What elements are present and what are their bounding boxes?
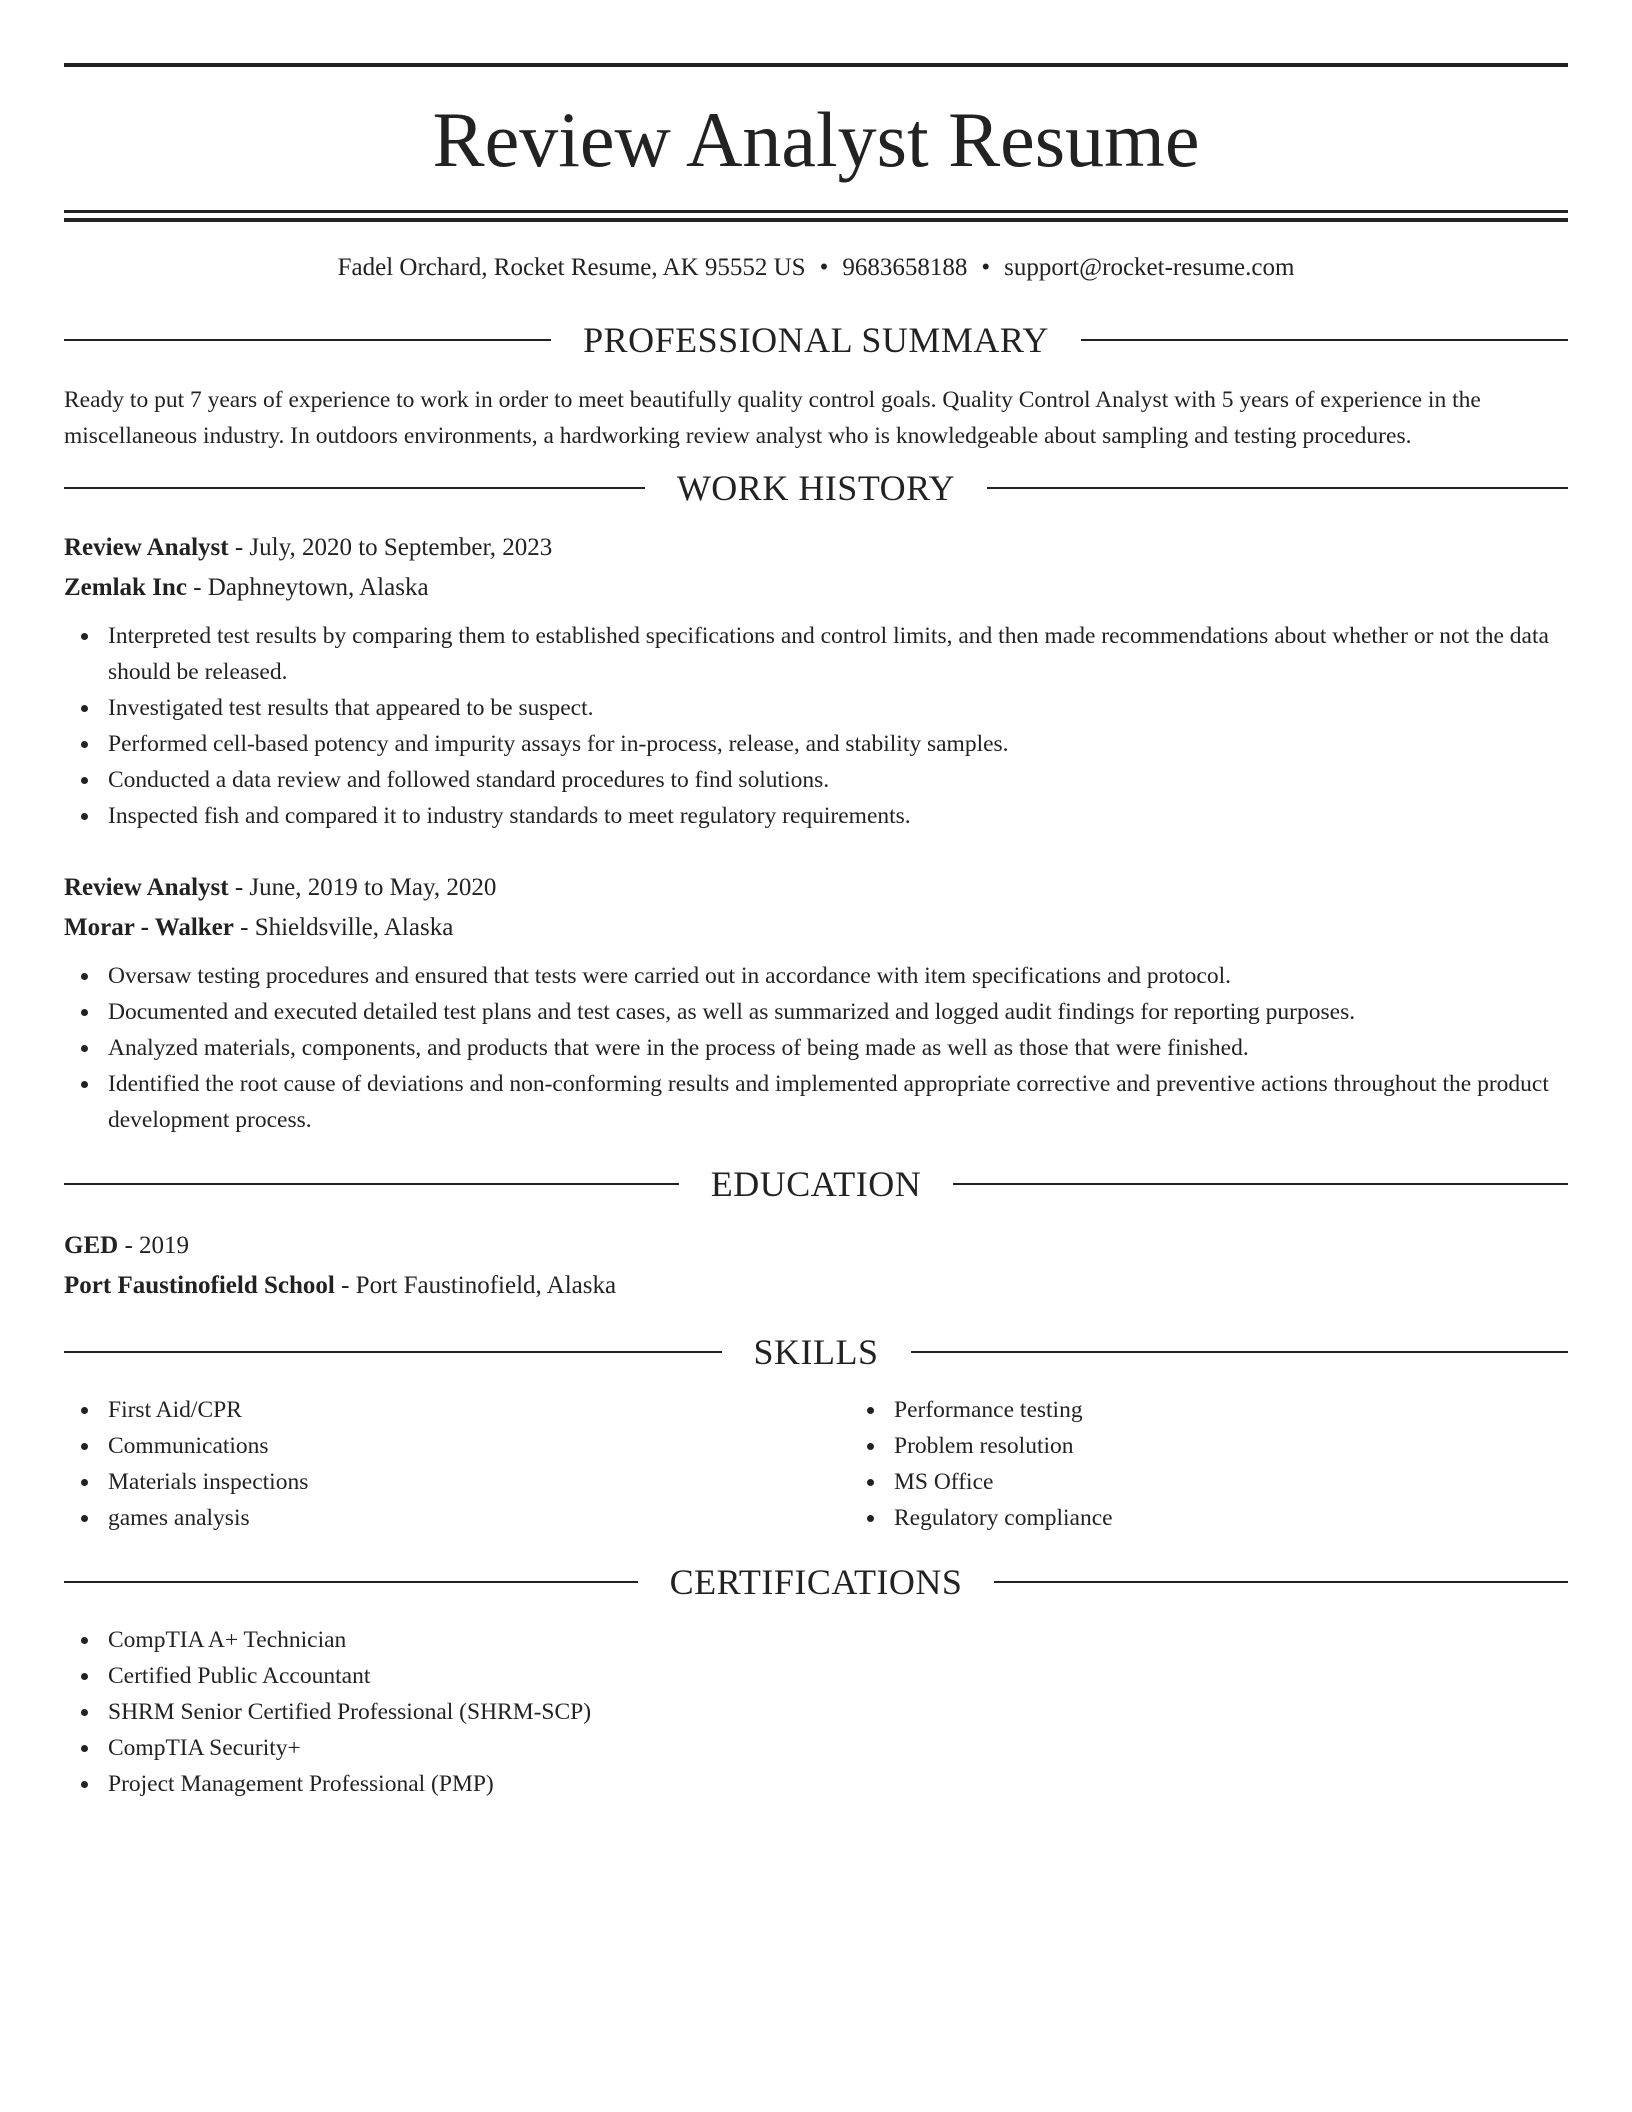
skills-grid xyxy=(64,1392,1568,1536)
heading-rule xyxy=(64,1183,679,1185)
job-location: - Daphneytown, Alaska xyxy=(186,574,429,601)
list-item: Identified the root cause of deviations and non-conforming results and implemented appropriate corrective and preventive actions throughout the product development process. xyxy=(108,1066,1568,1138)
contact-phone: 9683658188 xyxy=(842,254,968,281)
list-item: Documented and executed detailed test plans and test cases, as well as summarized and logged audit findings for reporting purposes. xyxy=(108,994,1568,1030)
job-company: Zemlak Inc xyxy=(64,574,187,601)
section-title: EDUCATION xyxy=(710,1164,922,1204)
list-item: CompTIA Security+ xyxy=(108,1730,1568,1766)
list-item: Communications xyxy=(108,1428,850,1464)
section-title: WORK HISTORY xyxy=(676,468,956,508)
education-school: Port Faustinofield School xyxy=(64,1272,335,1299)
heading-rule xyxy=(911,1351,1569,1353)
list-item: Performed cell-based potency and impurity assays for in-process, release, and stability samples. xyxy=(108,726,1568,762)
list-item: MS Office xyxy=(894,1464,1113,1500)
contact-email: support@rocket-resume.com xyxy=(1004,254,1295,281)
job-title-line xyxy=(64,868,1568,908)
job-company-line xyxy=(64,908,1568,948)
section-title: SKILLS xyxy=(753,1332,879,1372)
contact-line xyxy=(64,252,1568,284)
job-dates: - June, 2019 to May, 2020 xyxy=(228,874,497,901)
heading-rule xyxy=(64,487,645,489)
list-item: Inspected fish and compared it to industry standards to meet regulatory requirements. xyxy=(108,798,1568,834)
job-title: Review Analyst xyxy=(64,874,229,901)
title-double-rule xyxy=(64,210,1568,222)
contact-separator: • xyxy=(981,254,991,281)
list-item: Performance testing xyxy=(894,1392,1113,1428)
list-item: Analyzed materials, components, and products that were in the process of being made as well as those that were finished. xyxy=(108,1030,1568,1066)
section-heading-education xyxy=(64,1164,1568,1204)
education-degree: GED xyxy=(64,1232,119,1259)
list-item: CompTIA A+ Technician xyxy=(108,1622,1568,1658)
section-heading-certifications xyxy=(64,1562,1568,1602)
contact-separator: • xyxy=(819,254,829,281)
heading-rule xyxy=(64,1581,638,1583)
list-item: Interpreted test results by comparing them to established specifications and control limits, and then made recommendations about whether or not the data should be released. xyxy=(108,618,1568,690)
heading-rule xyxy=(987,487,1568,489)
certifications-list xyxy=(64,1622,1568,1802)
list-item: Investigated test results that appeared to be suspect. xyxy=(108,690,1568,726)
education-entry xyxy=(64,1226,1568,1306)
list-item: SHRM Senior Certified Professional (SHRM-SCP) xyxy=(108,1694,1568,1730)
skills-column-right xyxy=(850,1392,1113,1536)
heading-rule xyxy=(994,1581,1568,1583)
section-title: CERTIFICATIONS xyxy=(669,1562,963,1602)
skills-column-left xyxy=(64,1392,850,1536)
job-entry xyxy=(64,868,1568,1138)
job-location: - Shieldsville, Alaska xyxy=(233,914,454,941)
list-item: Oversaw testing procedures and ensured that tests were carried out in accordance with item specifications and protocol. xyxy=(108,958,1568,994)
heading-rule xyxy=(64,339,551,341)
section-heading-skills xyxy=(64,1332,1568,1372)
heading-rule xyxy=(64,1351,722,1353)
job-bullets xyxy=(64,618,1568,834)
education-degree-line xyxy=(64,1226,1568,1266)
list-item: Conducted a data review and followed standard procedures to find solutions. xyxy=(108,762,1568,798)
job-title-line xyxy=(64,528,1568,568)
education-school-line xyxy=(64,1266,1568,1306)
education-location: - Port Faustinofield, Alaska xyxy=(334,1272,617,1299)
list-item: Project Management Professional (PMP) xyxy=(108,1766,1568,1802)
list-item: First Aid/CPR xyxy=(108,1392,850,1428)
contact-address: Fadel Orchard, Rocket Resume, AK 95552 US xyxy=(337,254,806,281)
job-company: Morar - Walker xyxy=(64,914,234,941)
list-item: Materials inspections xyxy=(108,1464,850,1500)
job-dates: - July, 2020 to September, 2023 xyxy=(228,534,553,561)
job-title: Review Analyst xyxy=(64,534,229,561)
education-year: - 2019 xyxy=(118,1232,190,1259)
list-item: Regulatory compliance xyxy=(894,1500,1113,1536)
page-title: Review Analyst Resume xyxy=(432,96,1200,183)
heading-rule xyxy=(953,1183,1568,1185)
section-heading-summary xyxy=(64,320,1568,360)
list-item: Problem resolution xyxy=(894,1428,1113,1464)
summary-text: Ready to put 7 years of experience to work in order to meet beautifully quality control goals. Quality Control Analyst with 5 years of experience in the miscellaneous industry. In outdoors environments, a hardworking review analyst who is knowledgeable about sampling and testing procedures. xyxy=(64,387,1481,449)
certifications-list-wrap xyxy=(64,1622,1568,1802)
list-item: games analysis xyxy=(108,1500,850,1536)
job-bullets xyxy=(64,958,1568,1138)
job-company-line xyxy=(64,568,1568,608)
top-rule xyxy=(64,63,1568,67)
heading-rule xyxy=(1081,339,1568,341)
job-entry xyxy=(64,528,1568,834)
section-heading-work xyxy=(64,468,1568,508)
list-item: Certified Public Accountant xyxy=(108,1658,1568,1694)
section-title: PROFESSIONAL SUMMARY xyxy=(583,320,1049,360)
